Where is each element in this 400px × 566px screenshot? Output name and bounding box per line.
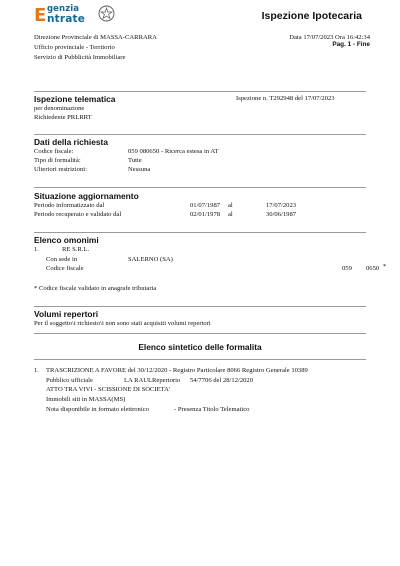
ispezione-title: Ispezione telematica: [34, 94, 116, 104]
richiesta-title: Dati della richiesta: [34, 137, 109, 147]
aggiornamento-al: al: [228, 211, 233, 218]
logo-line1: genzia: [47, 4, 80, 14]
volumi-title: Volumi repertori: [34, 309, 99, 319]
formalita-line1: TRASCRIZIONE A FAVORE del 30/12/2020 - Registro Particolare 8066 Registro Generale 10389: [46, 367, 308, 374]
aggiornamento-al: al: [228, 202, 233, 209]
omonimi-title: Elenco omonimi: [34, 235, 99, 245]
aggiornamento-title: Situazione aggiornamento: [34, 191, 139, 201]
aggiornamento-label: Periodo recuperato e validato dal: [34, 211, 122, 218]
formalita-nota-label: Nota disponibile in formato elettronico: [46, 406, 149, 413]
document-title: Ispezione Ipotecaria: [261, 10, 362, 22]
omonimo-cf-part-b: 0650: [366, 265, 380, 272]
ispezione-sub2: Richiedente PRLRRT: [34, 114, 92, 121]
sintetico-title: Elenco sintetico delle formalita: [138, 342, 262, 352]
agenzia-entrate-logo: [34, 4, 120, 26]
omonimo-sede-value: SALERNO (SA): [128, 256, 173, 263]
office-line-2: Ufficio provinciale - Territorio: [34, 44, 115, 51]
richiesta-label: Tipo di formalità:: [34, 157, 81, 164]
republic-emblem-icon: [98, 4, 115, 23]
aggiornamento-from: 02/01/1978: [190, 211, 221, 218]
formalita-number: 1.: [34, 367, 39, 374]
richiesta-value: Tutte: [128, 157, 142, 164]
richiesta-label: Ulteriori restrizioni:: [34, 166, 87, 173]
formalita-rep-value: 54/7706 del 28/12/2020: [190, 377, 254, 384]
aggiornamento-to: 17/07/2023: [266, 202, 297, 209]
richiesta-value: Nessuna: [128, 166, 151, 173]
richiesta-label: Codice fiscale:: [34, 148, 74, 155]
divider: [34, 134, 366, 135]
richiesta-value: 059 080650 - Ricerca estesa in AT: [128, 148, 219, 155]
divider: [34, 306, 366, 307]
formalita-pub-name: LA RAUL: [124, 377, 153, 384]
volumi-text: Per il soggetto\i richiesto\i non sono stati acquisiti volumi repertori: [34, 320, 211, 327]
formalita-nota-value: - Presenza Titolo Telematico: [174, 406, 250, 413]
page-number: Pag. 1 - Fine: [332, 41, 370, 48]
office-line-1: Direzione Provinciale di MASSA-CARRARA: [34, 34, 157, 41]
omonimo-cf-star: *: [383, 263, 387, 270]
aggiornamento-to: 30/06/1987: [266, 211, 297, 218]
omonimo-name: RE S.R.L.: [62, 246, 90, 253]
divider: [34, 359, 366, 360]
formalita-line3: ATTO TRA VIVI - SCISSIONE DI SOCIETA': [46, 386, 171, 393]
divider: [34, 232, 366, 233]
logo-line2: ntrate: [47, 13, 86, 25]
omonimo-cf-label: Codice fiscale: [46, 265, 84, 272]
formalita-rep-label: Repertorio: [152, 377, 181, 384]
omonimo-cf-part-a: 059: [342, 265, 352, 272]
divider: [34, 187, 366, 188]
date-time: Data 17/07/2023 Ora 16:42:34: [289, 34, 370, 41]
omonimo-number: 1.: [34, 246, 39, 253]
logo-initial: E: [34, 5, 47, 26]
office-line-3: Servizio di Pubblicità Immobiliare: [34, 54, 126, 61]
formalita-pub-label: Pubblico ufficiale: [46, 377, 93, 384]
omonimo-sede-label: Con sede in: [46, 256, 78, 263]
aggiornamento-label: Periodo informatizzato dal: [34, 202, 105, 209]
omonimi-footnote: * Codice fiscale validato in anagrafe tributaria: [34, 285, 157, 292]
formalita-line4: Immobili siti in MASSA(MS): [46, 396, 126, 403]
ispezione-sub1: per denominazione: [34, 105, 85, 112]
ispezione-number: Ispezione n. T292948 del 17/07/2023: [236, 95, 335, 102]
aggiornamento-from: 01/07/1987: [190, 202, 221, 209]
divider: [34, 333, 366, 334]
divider: [34, 91, 366, 92]
